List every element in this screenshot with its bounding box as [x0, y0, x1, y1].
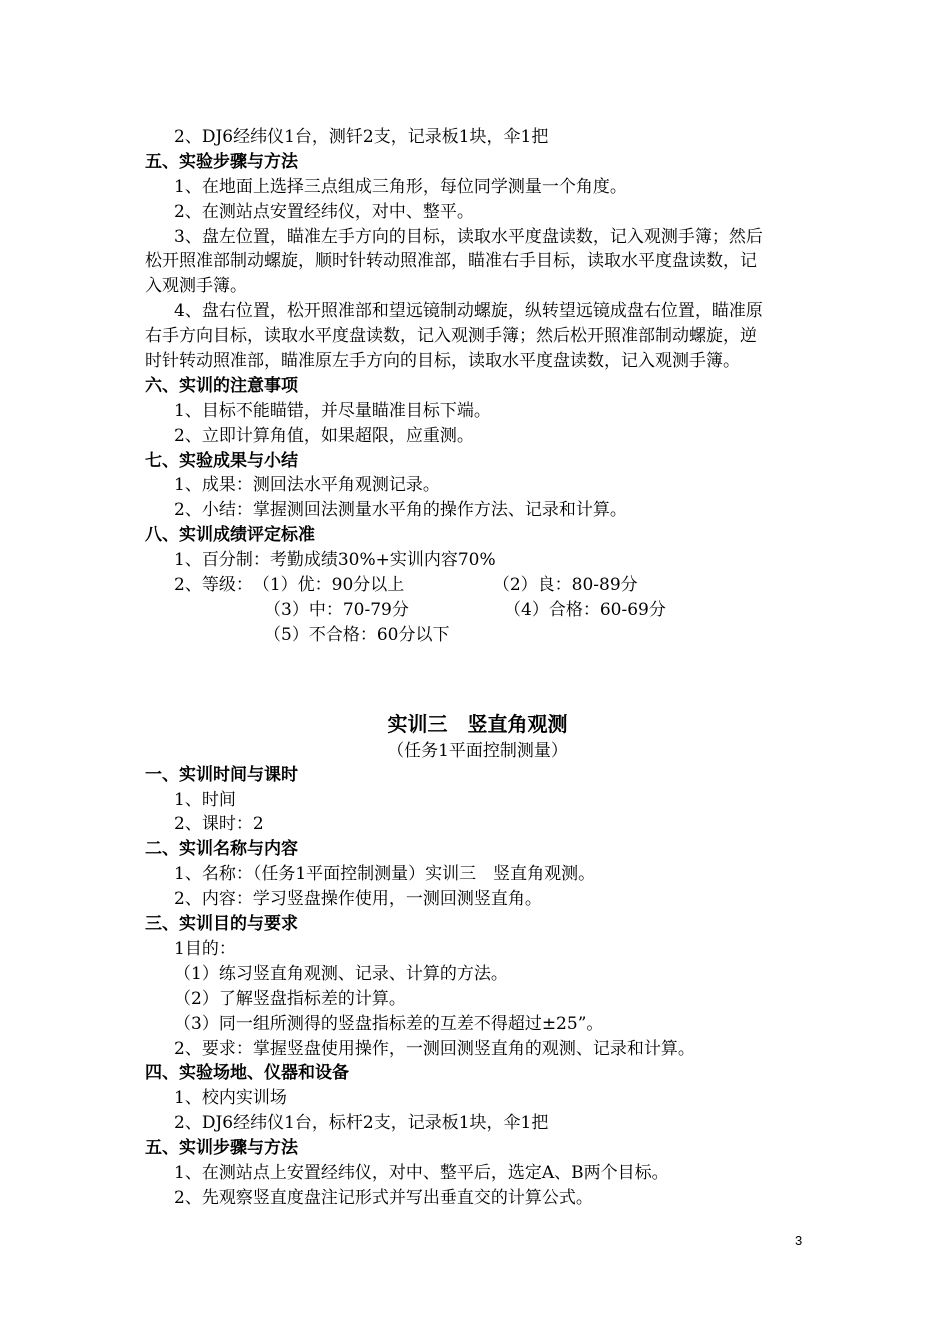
text-line: 2、先观察竖直度盘注记形式并写出垂直交的计算公式。	[174, 1187, 593, 1208]
text-line: 2、立即计算角值，如果超限，应重测。	[174, 425, 474, 446]
text-line: （2）了解竖盘指标差的计算。	[174, 988, 406, 1009]
section-heading: 六、实训的注意事项	[145, 375, 298, 396]
text-line: 时针转动照准部，瞄准原左手方向的目标，读取水平度盘读数，记入观测手簿。	[145, 351, 740, 372]
grade-row-2	[145, 598, 810, 623]
top-text-block	[145, 125, 810, 573]
grade-row-1	[145, 573, 810, 598]
section-heading: 四、实验场地、仪器和设备	[145, 1063, 349, 1084]
text-line: （1）练习竖直角观测、记录、计算的方法。	[174, 963, 508, 984]
text-line: 松开照准部制动螺旋，顺时针转动照准部，瞄准右手目标，读取水平度盘读数，记	[145, 251, 757, 272]
text-line: 1、在地面上选择三点组成三角形，每位同学测量一个角度。	[174, 176, 627, 197]
section-heading: 五、实训步骤与方法	[145, 1138, 298, 1159]
section-gap	[145, 648, 810, 703]
text-line: 右手方向目标，读取水平度盘读数，记入观测手簿；然后松开照准部制动螺旋，逆	[145, 326, 757, 347]
text-line: 4、盘右位置，松开照准部和望远镜制动螺旋，纵转望远镜成盘右位置，瞄准原	[174, 301, 763, 322]
section-title: 实训三 竖直角观测	[387, 711, 568, 736]
text-line: （3）同一组所测得的竖盘指标差的互差不得超过±25”。	[174, 1013, 604, 1034]
text-line: 1、在测站点上安置经纬仪，对中、整平后，选定A、B两个目标。	[174, 1162, 669, 1183]
text-line: 1、成果：测回法水平角观测记录。	[174, 475, 440, 496]
section-heading: 三、实训目的与要求	[145, 914, 298, 935]
bottom-text-block	[145, 763, 810, 1211]
grade-label: 2、等级：	[174, 575, 253, 596]
grade-fail: （5）不合格：60分以下	[264, 624, 450, 645]
grade-medium: （3）中：70-79分	[264, 599, 409, 620]
section-heading: 一、实训时间与课时	[145, 764, 298, 785]
page-content	[145, 125, 810, 1211]
grade-pass: （4）合格：60-69分	[504, 599, 666, 620]
text-line: 2、在测站点安置经纬仪，对中、整平。	[174, 201, 474, 222]
text-line: 2、小结：掌握测回法测量水平角的操作方法、记录和计算。	[174, 500, 627, 521]
text-line: 2、DJ6经纬仪1台，标杆2支，记录板1块，伞1把	[174, 1113, 549, 1134]
text-line: 2、内容：学习竖盘操作使用，一测回测竖直角。	[174, 889, 542, 910]
text-line: 1目的：	[174, 938, 236, 959]
section-heading: 二、实训名称与内容	[145, 839, 298, 860]
grade-excellent: （1）优：90分以上	[252, 575, 405, 596]
page-number: 3	[795, 1233, 803, 1248]
text-line: 1、时间	[174, 789, 236, 810]
text-line: 1、百分制：考勤成绩30%+实训内容70%	[174, 550, 496, 571]
text-line: 2、要求：掌握竖盘使用操作，一测回测竖直角的观测、记录和计算。	[174, 1038, 695, 1059]
text-line: 1、目标不能瞄错，并尽量瞄准目标下端。	[174, 400, 491, 421]
section-subtitle: （任务1平面控制测量）	[387, 740, 568, 761]
grade-row-3	[145, 623, 810, 648]
text-line: 1、名称：（任务1平面控制测量）实训三 竖直角观测。	[174, 864, 596, 885]
section-heading: 七、实验成果与小结	[145, 450, 298, 471]
text-line: 2、DJ6经纬仪1台，测钎2支，记录板1块，伞1把	[174, 127, 549, 147]
section-heading: 八、实训成绩评定标准	[145, 525, 315, 546]
text-line: 2、课时：2	[174, 814, 264, 835]
grade-good: （2）良：80-89分	[492, 575, 638, 596]
text-line: 入观测手簿。	[145, 276, 247, 297]
text-line: 1、校内实训场	[174, 1088, 287, 1109]
text-line: 3、盘左位置，瞄准左手方向的目标，读取水平度盘读数，记入观测手簿；然后	[174, 226, 763, 247]
section-heading: 五、实验步骤与方法	[145, 151, 298, 172]
